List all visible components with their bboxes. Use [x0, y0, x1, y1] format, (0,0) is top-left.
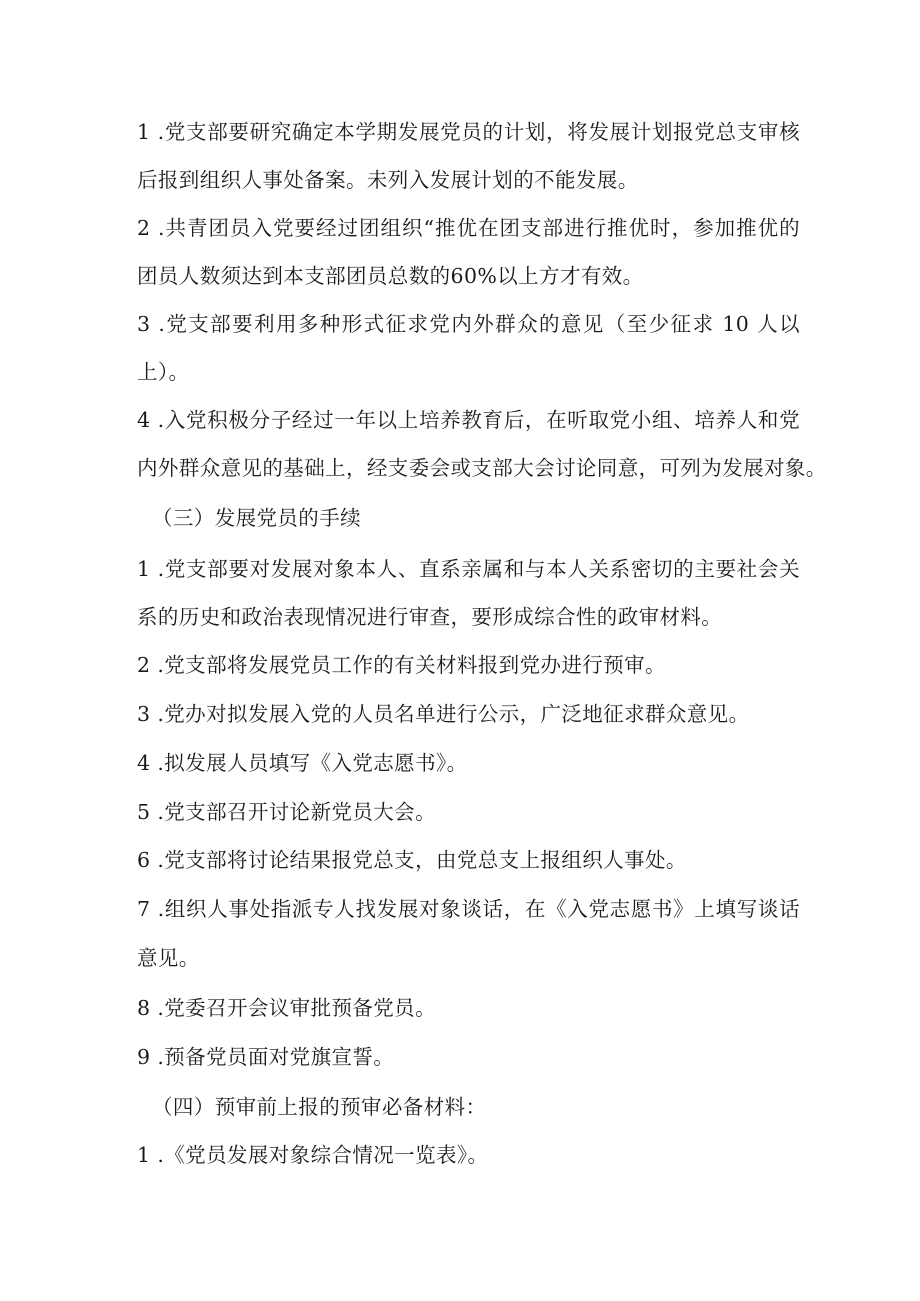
procedure-2: 2 .党支部将发展党员工作的有关材料报到党办进行预审。 [137, 653, 666, 677]
paragraph-3-line-1: 3 .党支部要利用多种形式征求党内外群众的意见（至少征求 10 人以 [137, 312, 800, 336]
paragraph-3-line-2: 上）。 [137, 360, 190, 384]
procedure-5: 5 .党支部召开讨论新党员大会。 [137, 800, 436, 824]
procedure-7-line-1: 7 .组织人事处指派专人找发展对象谈话，在《入党志愿书》上填写谈话 [137, 897, 800, 921]
paragraph-4-line-1: 4 .入党积极分子经过一年以上培养教育后，在听取党小组、培养人和党 [137, 408, 800, 432]
procedure-3: 3 .党办对拟发展入党的人员名单进行公示，广泛地征求群众意见。 [137, 702, 750, 726]
material-1: 1 .《党员发展对象综合情况一览表》。 [137, 1143, 489, 1167]
procedure-4: 4 .拟发展人员填写《入党志愿书》。 [137, 751, 468, 775]
paragraph-1-line-1: 1 .党支部要研究确定本学期发展党员的计划，将发展计划报党总支审核 [137, 120, 800, 144]
paragraph-1-line-2: 后报到组织人事处备案。未列入发展计划的不能发展。 [137, 168, 639, 192]
procedure-9: 9 .预备党员面对党旗宣誓。 [137, 1045, 395, 1069]
procedure-7-line-2: 意见。 [137, 946, 200, 970]
paragraph-2-line-1: 2 .共青团员入党要经过团组织“推优在团支部进行推优时，参加推优的 [137, 216, 800, 240]
paragraph-2-line-2: 团员人数须达到本支部团员总数的60%以上方才有效。 [137, 264, 644, 288]
paragraph-4-line-2: 内外群众意见的基础上，经支委会或支部大会讨论同意，可列为发展对象。 [137, 456, 827, 480]
procedure-1-line-2: 系的历史和政治表现情况进行审查，要形成综合性的政审材料。 [137, 605, 723, 629]
section-heading-4: （四）预审前上报的预审必备材料： [152, 1095, 487, 1119]
procedure-1-line-1: 1 .党支部要对发展对象本人、直系亲属和与本人关系密切的主要社会关 [137, 557, 800, 581]
procedure-8: 8 .党委召开会议审批预备党员。 [137, 996, 436, 1020]
procedure-6: 6 .党支部将讨论结果报党总支，由党总支上报组织人事处。 [137, 848, 687, 872]
section-heading-3: （三）发展党员的手续 [152, 506, 361, 530]
